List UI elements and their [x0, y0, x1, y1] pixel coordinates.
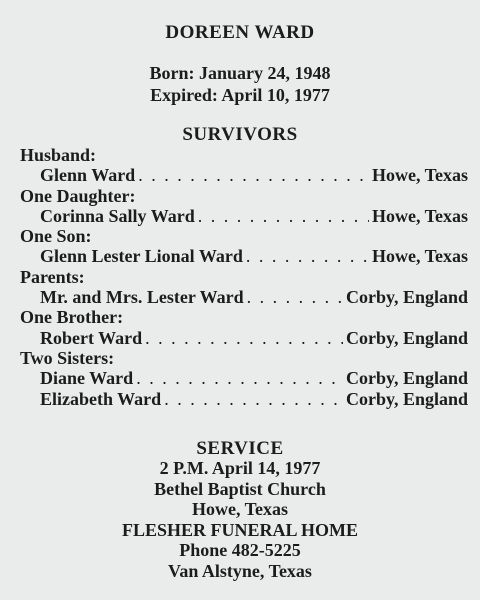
leader-dots — [164, 389, 343, 409]
survivor-entry — [20, 246, 468, 266]
survivor-entry — [20, 389, 468, 409]
funeral-home-city: Van Alstyne, Texas — [168, 560, 312, 581]
survivor-entry — [20, 328, 468, 348]
funeral-home: FLESHER FUNERAL HOME — [121, 519, 359, 540]
deceased-name: DOREEN WARD — [165, 22, 315, 43]
survivor-name: Robert Ward — [40, 327, 143, 348]
survivor-name: Diane Ward — [40, 368, 134, 389]
leader-dots — [138, 165, 369, 185]
leader-dots — [198, 206, 369, 226]
survivor-place: Corby, England — [345, 368, 468, 389]
funeral-home-phone: Phone 482-5225 — [179, 540, 301, 560]
survivor-place: Howe, Texas — [371, 246, 468, 267]
born-date: Born: January 24, 1948 — [149, 63, 331, 83]
leader-dots — [136, 368, 343, 388]
survivor-name: Mr. and Mrs. Lester Ward — [40, 287, 244, 308]
leader-dots — [145, 328, 343, 348]
survivor-place: Corby, England — [345, 388, 468, 409]
service-heading: SERVICE — [196, 438, 284, 459]
service-location: Howe, Texas — [191, 499, 288, 519]
survivor-place: Howe, Texas — [371, 205, 468, 226]
service-time: 2 P.M. April 14, 1977 — [159, 458, 321, 478]
dates-block — [0, 62, 480, 106]
relation-label: Two Sisters: — [20, 347, 115, 368]
service-details — [0, 458, 480, 581]
survivor-name: Glenn Ward — [40, 165, 136, 186]
relation-label: One Son: — [20, 226, 92, 247]
expired-date: Expired: April 10, 1977 — [150, 85, 330, 105]
service-church: Bethel Baptist Church — [154, 478, 326, 499]
relation-label: One Daughter: — [20, 185, 136, 206]
survivor-place: Corby, England — [345, 327, 468, 348]
survivor-place: Howe, Texas — [371, 165, 468, 186]
survivor-entry — [20, 165, 468, 185]
survivor-place: Corby, England — [345, 287, 468, 308]
survivor-entry — [20, 206, 468, 226]
survivor-name: Glenn Lester Lional Ward — [40, 246, 243, 267]
survivors-list — [20, 145, 468, 409]
survivor-entry — [20, 368, 468, 388]
survivor-name: Elizabeth Ward — [40, 388, 162, 409]
survivors-heading: SURVIVORS — [182, 124, 298, 145]
relation-label: Husband: — [20, 145, 97, 165]
relation-label: One Brother: — [20, 307, 124, 328]
leader-dots — [247, 287, 343, 307]
survivor-entry — [20, 287, 468, 307]
survivor-name: Corinna Sally Ward — [40, 205, 195, 226]
relation-label: Parents: — [20, 266, 85, 287]
leader-dots — [246, 246, 369, 266]
